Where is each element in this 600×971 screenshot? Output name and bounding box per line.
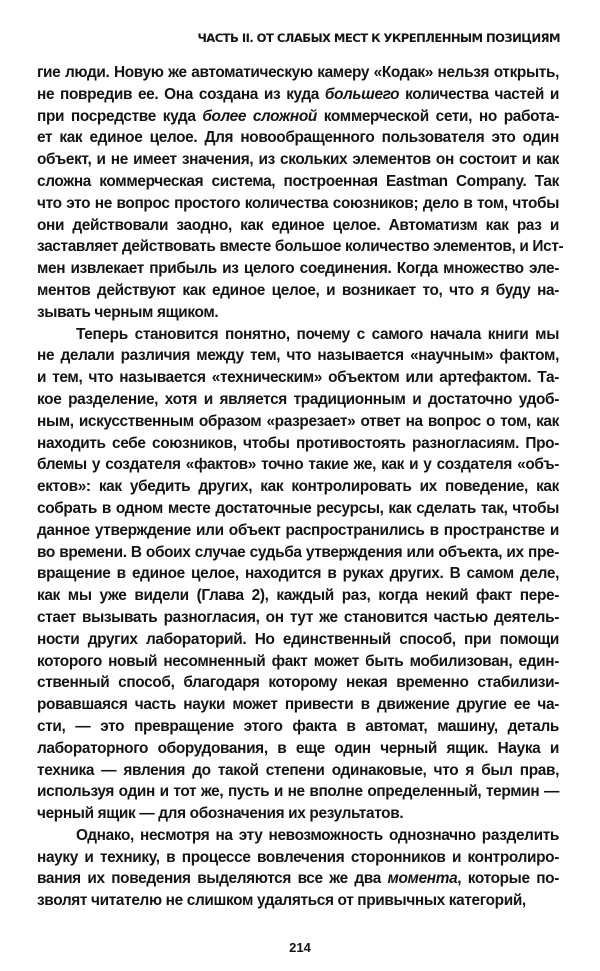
text-line	[37, 803, 559, 825]
text-line	[37, 454, 559, 476]
text-line	[37, 651, 559, 673]
text-line	[37, 847, 559, 869]
text-segment: ным, искусственным образом «разрезает» ответ на вопрос о том, как	[37, 412, 559, 430]
text-segment: зволят читателю не слишком удаляться от привычных категорий,	[37, 892, 526, 910]
text-line	[37, 193, 559, 215]
text-line	[37, 62, 559, 84]
text-line	[37, 302, 559, 324]
text-line	[37, 542, 559, 564]
text-segment: ектов»: как убедить других, как контролировать их поведение, как	[37, 478, 559, 496]
text-line	[37, 694, 559, 716]
text-segment: Однако, несмотря на эту невозможность однозначно разделить	[76, 826, 559, 844]
text-segment: лабораторного оборудования, в еще один черный ящик. Наука и	[37, 739, 559, 757]
text-line	[37, 106, 559, 128]
paragraph	[37, 825, 559, 912]
text-line	[37, 629, 559, 651]
text-line	[37, 433, 559, 455]
text-line	[37, 345, 559, 367]
text-segment: ментов действуют как единое целое, и возникает то, что я буду на-	[37, 281, 559, 299]
text-segment: которого новый несомненный факт может быть мобилизован, един-	[37, 652, 559, 670]
text-segment: блемы у создателя «фактов» точно такие же, как и у создателя «объ-	[37, 456, 559, 474]
text-segment: зывать черным ящиком.	[37, 303, 219, 321]
text-segment: количества частей и	[399, 85, 559, 103]
text-segment: не повредив ее. Она создана из куда	[37, 85, 325, 103]
text-line	[37, 607, 559, 629]
text-line	[37, 868, 559, 890]
text-segment: ности других лабораторий. Но единственный способ, при помощи	[37, 630, 559, 648]
text-line	[37, 280, 559, 302]
text-segment: стает вызывать разногласия, он тут же становится частью деятель-	[37, 608, 559, 626]
text-segment: сложна коммерческая система, построенная Eastman Company. Так	[37, 172, 559, 190]
text-segment: кое разделение, хотя и является традиционным и достаточно удоб-	[37, 390, 559, 408]
text-line	[37, 890, 559, 912]
text-line	[37, 367, 559, 389]
text-line	[37, 563, 559, 585]
text-segment: гие люди. Новую же автоматическую камеру «Кодак» нельзя открыть,	[37, 64, 559, 81]
text-segment: техника — явления до такой степени одинаковые, что я был прав,	[37, 761, 559, 779]
text-segment: вания их поведения выделяются все же два	[37, 870, 388, 888]
text-segment: собрать в одном месте достаточные ресурсы, как сделать так, чтобы	[37, 499, 559, 517]
emphasis-text: большего	[324, 85, 400, 103]
page-number: 214	[289, 940, 311, 955]
text-line	[37, 215, 559, 237]
text-line	[37, 411, 559, 433]
text-segment: находить себе союзников, чтобы противостоять разногласиям. Про-	[37, 434, 559, 452]
text-segment: вращение в единое целое, находится в руках других. В самом деле,	[37, 565, 559, 583]
text-segment: черный ящик — для обозначения их результатов.	[37, 805, 404, 823]
text-segment: при посредстве куда	[37, 107, 203, 125]
text-segment: объект, и не имеет значения, из скольких элементов он состоит и как	[37, 151, 559, 169]
text-line	[37, 84, 559, 106]
text-segment: не делали различия между тем, что называется «научным» фактом,	[37, 347, 559, 365]
text-line	[37, 498, 559, 520]
text-segment: науку и технику, в процессе вовлечения сторонников и контролиро-	[37, 848, 559, 866]
text-segment: данное утверждение или объект распространились в пространстве и	[37, 521, 559, 539]
text-line	[37, 738, 559, 760]
body-text	[37, 62, 564, 912]
text-segment: что это не вопрос простого количества союзников; дело в том, чтобы	[37, 194, 559, 212]
emphasis-text: момента	[387, 870, 458, 888]
text-line	[37, 716, 559, 738]
text-segment: ет как единое целое. Для новообращенного пользователя это один	[37, 129, 559, 147]
text-line	[37, 149, 559, 171]
text-segment: , которые по-	[457, 870, 559, 888]
text-segment: используя один и тот же, пусть и не вполне определенный, термин —	[37, 783, 559, 801]
paragraph	[37, 324, 559, 825]
text-segment: коммерческой сети, но работа-	[316, 107, 559, 125]
text-segment: как мы уже видели (Глава 2), каждый раз, когда некий факт пере-	[37, 587, 559, 605]
text-line	[37, 781, 559, 803]
text-segment: сти, — это превращение этого факта в автомат, машину, деталь	[37, 717, 559, 735]
text-line	[37, 171, 559, 193]
text-segment: во времени. В обоих случае судьба утверждения или объекта, их пре-	[37, 543, 559, 561]
text-line	[37, 585, 559, 607]
running-head: ЧАСТЬ II. ОТ СЛАБЫХ МЕСТ К УКРЕПЛЕННЫМ ПОЗИЦИЯМ	[197, 31, 560, 45]
text-segment: мен извлекает прибыль из целого соединения. Когда множество эле-	[37, 260, 559, 278]
text-segment: они действовали заодно, как единое целое. Автоматизм как раз и	[37, 216, 559, 234]
text-line	[37, 825, 559, 847]
text-segment: Теперь становится понятно, почему с самого начала книги мы	[76, 325, 559, 343]
text-segment: ровавшаяся часть науки может привести в движение другие ее ча-	[37, 696, 559, 714]
paragraph	[37, 62, 564, 324]
text-line	[37, 476, 559, 498]
text-line	[37, 258, 559, 280]
text-line	[37, 520, 559, 542]
text-line	[37, 672, 559, 694]
text-line	[37, 236, 564, 258]
text-line	[37, 389, 559, 411]
emphasis-text: более сложной	[202, 107, 317, 125]
text-segment: заставляет действовать вместе большое количество элементов, и Ист-	[37, 238, 564, 256]
text-line	[37, 324, 559, 346]
text-line	[37, 127, 559, 149]
text-segment: ственный способ, благодаря которому некая временно стабилизи-	[37, 674, 559, 692]
text-line	[37, 760, 559, 782]
text-segment: и тем, что называется «техническим» объектом или артефактом. Та-	[37, 369, 559, 387]
